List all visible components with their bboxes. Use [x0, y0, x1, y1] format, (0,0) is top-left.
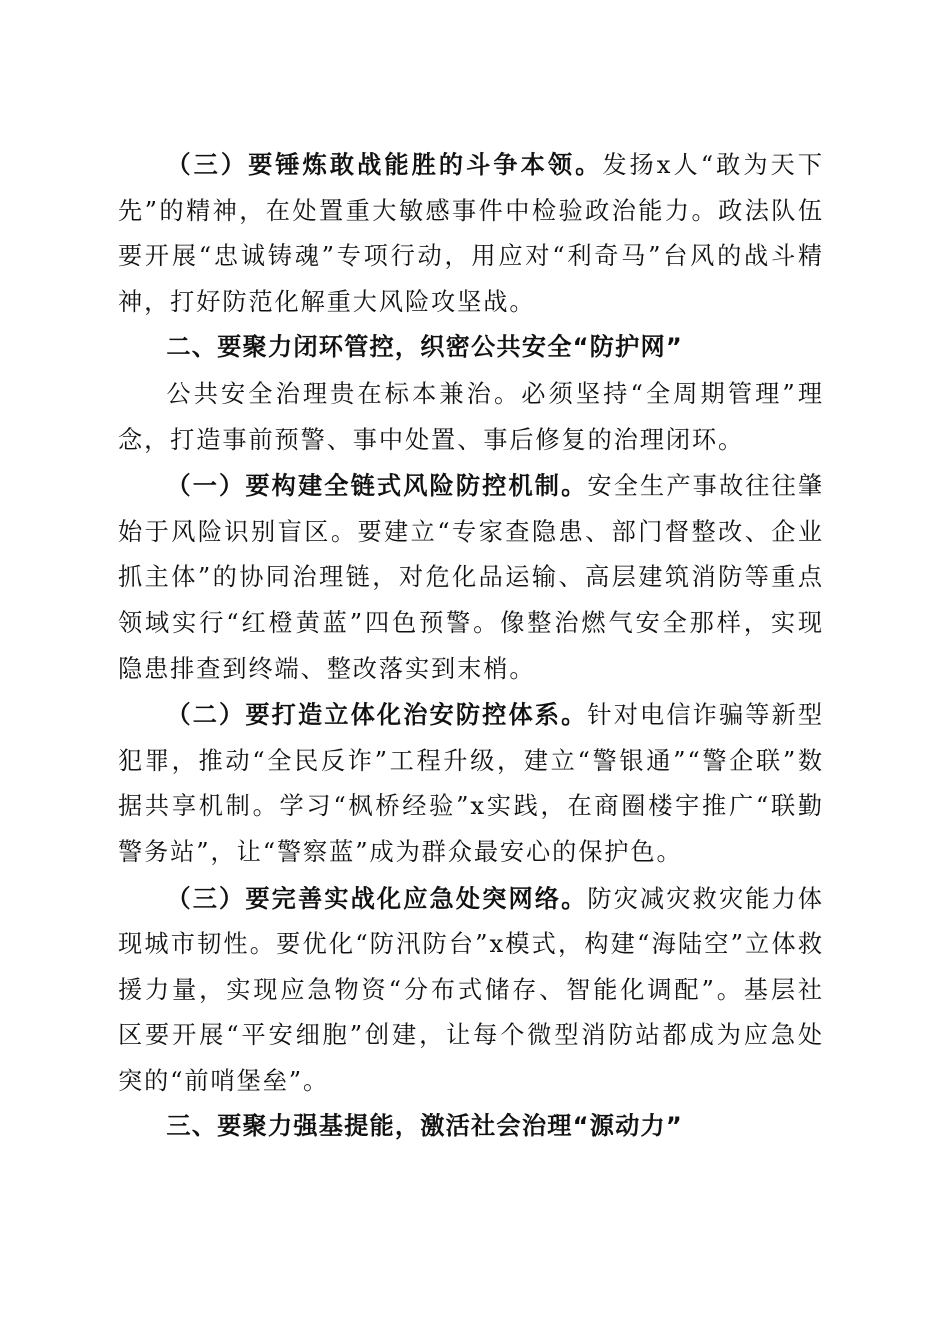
paragraph-lead: （二）要打造立体化治安防控体系。 — [166, 700, 588, 730]
paragraph-text: 安全生产事故往往肇始于风险识别盲区。要建立“专家查隐患、部门督整改、企业抓主体”的协同治理链，对危化品运输、高层建筑消防等重点领域实行“红橙黄蓝”四色预警。像整治燃气安全那样，实现隐患排查到终端、整改落实到末梢。 — [118, 472, 824, 683]
paragraph-lead: （三）要完善实战化应急处突网络。 — [166, 883, 588, 913]
paragraph-public-order — [118, 692, 824, 875]
paragraph-lead: （一）要构建全链式风险防控机制。 — [166, 471, 588, 501]
paragraph-public-safety-intro — [118, 371, 824, 463]
paragraph-text: 公共安全治理贵在标本兼治。必须坚持“全周期管理”理念，打造事前预警、事中处置、事后修复的治理闭环。 — [118, 379, 824, 454]
document-body — [118, 142, 824, 1150]
paragraph-lead: （三）要锤炼敢战能胜的斗争本领。 — [166, 150, 603, 179]
paragraph-text: 防灾减灾救灾能力体现城市韧性。要优化“防汛防台”x模式，构建“海陆空”立体救援力量，实现应急物资“分布式储存、智能化调配”。基层社区要开展“平安细胞”创建，让每个微型消防站都成为应急处突的“前哨堡垒”。 — [118, 884, 824, 1095]
section-heading-3: 三、要聚力强基提能，激活社会治理“源动力” — [166, 1112, 683, 1141]
paragraph-risk-control — [118, 463, 824, 692]
paragraph-struggle-skills — [118, 142, 824, 325]
paragraph-emergency-response — [118, 876, 824, 1105]
paragraph-text: 发扬x人“敢为天下先”的精神，在处置重大敏感事件中检验政治能力。政法队伍要开展“忠诚铸魂”专项行动，用应对“利奇马”台风的战斗精神，打好防范化解重大风险攻坚战。 — [118, 151, 824, 316]
section-heading-2: 二、要聚力闭环管控，织密公共安全“防护网” — [166, 333, 683, 362]
paragraph-text: 针对电信诈骗等新型犯罪，推动“全民反诈”工程升级，建立“警银通”“警企联”数据共享机制。学习“枫桥经验”x实践，在商圈楼宇推广“联勤警务站”，让“警察蓝”成为群众最安心的保护色。 — [118, 701, 824, 866]
